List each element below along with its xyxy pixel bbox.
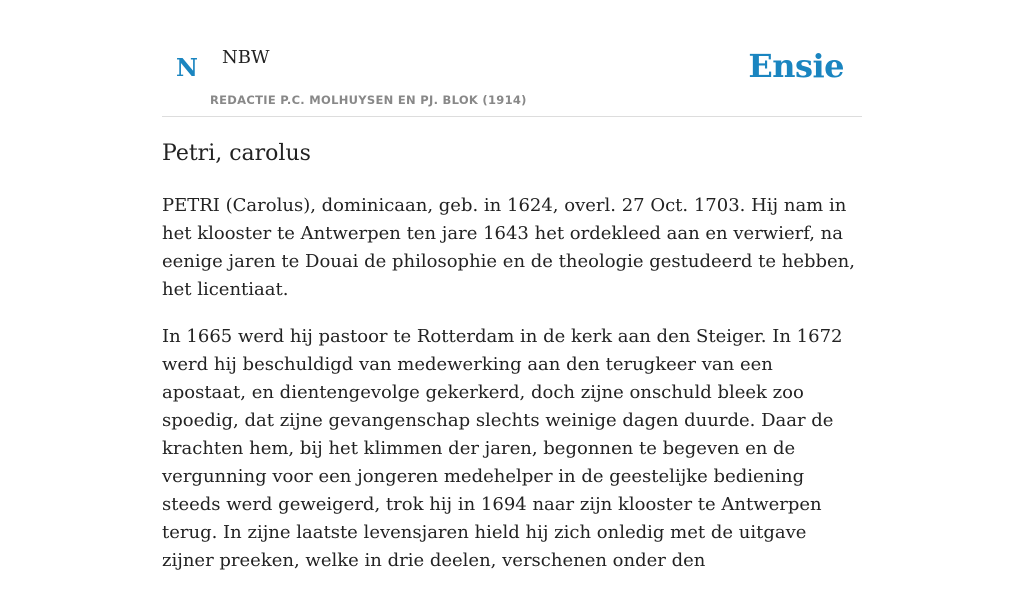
article-body xyxy=(162,192,862,594)
brand-logo[interactable]: Ensie xyxy=(748,47,844,85)
source-name[interactable]: NBW xyxy=(222,47,270,68)
source-credit: REDACTIE P.C. MOLHUYSEN EN PJ. BLOK (1914) xyxy=(210,93,527,107)
source-logo-icon[interactable]: N xyxy=(176,53,198,82)
paragraph: In 1665 werd hij pastoor te Rotterdam in de kerk aan den Steiger. In 1672 werd hij beschuldigd van medewerking aan den terugkeer van een apostaat, en dientengevolge gekerkerd, doch zijne onschuld bleek zoo spoedig, dat zijne gevangenschap slechts weinige dagen duurde. Daar de krachten hem, bij het klimmen der jaren, begonnen te begeven en de vergunning voor een jongeren medehelper in de geestelijke bediening steeds werd geweigerd, trok hij in 1694 naar zijn klooster te Antwerpen terug. In zijne laatste levensjaren hield hij zich onledig met de uitgave zijner preeken, welke in drie deelen, verschenen onder den xyxy=(162,326,843,571)
paragraph: PETRI (Carolus), dominicaan, geb. in 1624, overl. 27 Oct. 1703. Hij nam in het klooster te Antwerpen ten jare 1643 het ordekleed aan en verwierf, na eenige jaren te Douai de philosophie en de theologie gestudeerd te hebben, het licentiaat. xyxy=(162,195,855,300)
article-header xyxy=(162,0,862,117)
article-title: Petri, carolus xyxy=(162,141,311,166)
